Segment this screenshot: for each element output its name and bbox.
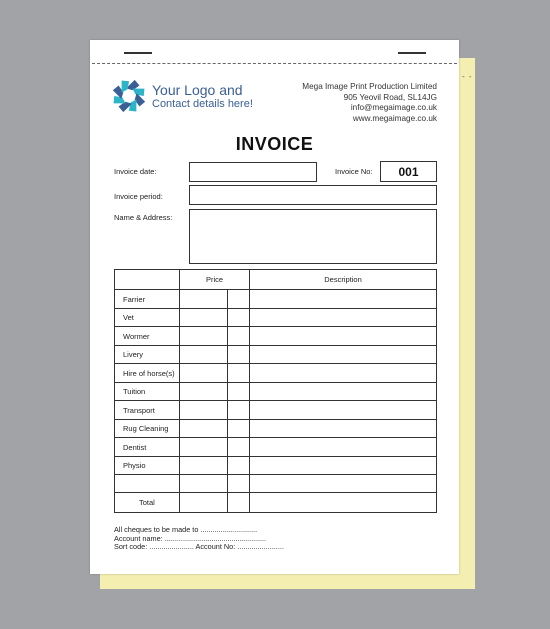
account-name-line: Account name: .................................................. (114, 533, 267, 543)
invoice-date-field[interactable] (189, 162, 317, 182)
description-cell[interactable] (250, 364, 437, 383)
table-row (115, 383, 437, 401)
price-pounds-cell[interactable] (180, 290, 228, 309)
price-pounds-cell[interactable] (180, 346, 228, 364)
page-title: INVOICE (235, 134, 314, 154)
item-label: Dentist (115, 438, 180, 457)
description-cell[interactable] (250, 475, 437, 493)
price-pounds-cell[interactable] (180, 457, 228, 475)
invoice-items-table (114, 269, 437, 513)
price-pounds-cell[interactable] (180, 364, 228, 383)
price-pounds-cell[interactable] (180, 383, 228, 401)
item-label: Wormer (115, 327, 180, 346)
total-label: Total (115, 493, 180, 513)
total-description-cell[interactable] (250, 493, 437, 513)
table-row (115, 364, 437, 383)
table-row (115, 420, 437, 438)
item-label: Vet (115, 309, 180, 327)
invoice-number-field[interactable]: 001 (380, 161, 437, 182)
total-pounds-cell[interactable] (180, 493, 228, 513)
description-cell[interactable] (250, 346, 437, 364)
table-row (115, 457, 437, 475)
binding-mark-left (124, 52, 152, 54)
total-row (115, 493, 437, 513)
cheques-payee-line: All cheques to be made to ............................ (114, 525, 258, 534)
item-label: Hire of horse(s) (115, 364, 180, 383)
price-pounds-cell[interactable] (180, 309, 228, 327)
price-pounds-cell[interactable] (180, 420, 228, 438)
description-cell[interactable] (250, 290, 437, 309)
table-row (115, 290, 437, 309)
item-label: Livery (115, 346, 180, 364)
header-item-cell (115, 270, 180, 290)
name-address-field[interactable] (189, 209, 437, 264)
item-label: Tuition (115, 383, 180, 401)
binding-mark-right (398, 52, 426, 54)
description-cell[interactable] (250, 438, 437, 457)
price-pence-cell[interactable] (228, 327, 250, 346)
company-website: www.megaimage.co.uk (352, 113, 437, 123)
table-row (115, 309, 437, 327)
invoice-period-field[interactable] (189, 185, 437, 205)
description-header: Description (250, 270, 437, 290)
invoice-period-label: Invoice period: (114, 192, 163, 201)
price-pence-cell[interactable] (228, 401, 250, 420)
item-label: Rug Cleaning (115, 420, 180, 438)
company-address: 905 Yeovil Road, SL14JG (343, 92, 437, 102)
table-header-row (115, 270, 437, 290)
description-cell[interactable] (250, 309, 437, 327)
price-pence-cell[interactable] (228, 420, 250, 438)
sort-code-line: Sort code: ...................... Account No: ....................... (114, 542, 284, 552)
price-pence-cell[interactable] (228, 346, 250, 364)
invoice-date-label: Invoice date: (114, 167, 157, 176)
price-header: Price (180, 270, 250, 290)
logo-line-2: Contact details here! (152, 98, 253, 110)
logo-line-1: Your Logo and (152, 82, 243, 98)
price-pounds-cell[interactable] (180, 327, 228, 346)
total-pence-cell[interactable] (228, 493, 250, 513)
company-name: Mega Image Print Production Limited (302, 82, 437, 91)
price-pence-cell[interactable] (228, 438, 250, 457)
table-row (115, 438, 437, 457)
price-pence-cell[interactable] (228, 290, 250, 309)
logo-icon (110, 77, 148, 115)
item-label (115, 475, 180, 493)
item-label: Physio (115, 457, 180, 475)
item-label: Farrier (115, 290, 180, 309)
description-cell[interactable] (250, 457, 437, 475)
payment-details (114, 526, 284, 552)
invoice-sheet (90, 40, 459, 574)
table-row (115, 475, 437, 493)
logo-text (152, 83, 253, 111)
description-cell[interactable] (250, 420, 437, 438)
price-pounds-cell[interactable] (180, 438, 228, 457)
description-cell[interactable] (250, 401, 437, 420)
description-cell[interactable] (250, 383, 437, 401)
description-cell[interactable] (250, 327, 437, 346)
price-pence-cell[interactable] (228, 309, 250, 327)
name-address-label: Name & Address: (114, 213, 173, 222)
company-details (302, 82, 437, 124)
company-email: info@megaimage.co.uk (350, 103, 437, 112)
price-pounds-cell[interactable] (180, 401, 228, 420)
item-label: Transport (115, 401, 180, 420)
price-pence-cell[interactable] (228, 457, 250, 475)
perforation-line (92, 63, 457, 64)
price-pence-cell[interactable] (228, 475, 250, 493)
table-row (115, 401, 437, 420)
table-row (115, 346, 437, 364)
price-pence-cell[interactable] (228, 383, 250, 401)
perforation-mark: - - (462, 72, 473, 81)
price-pence-cell[interactable] (228, 364, 250, 383)
price-pounds-cell[interactable] (180, 475, 228, 493)
invoice-number-label: Invoice No: (335, 167, 373, 176)
table-row (115, 327, 437, 346)
